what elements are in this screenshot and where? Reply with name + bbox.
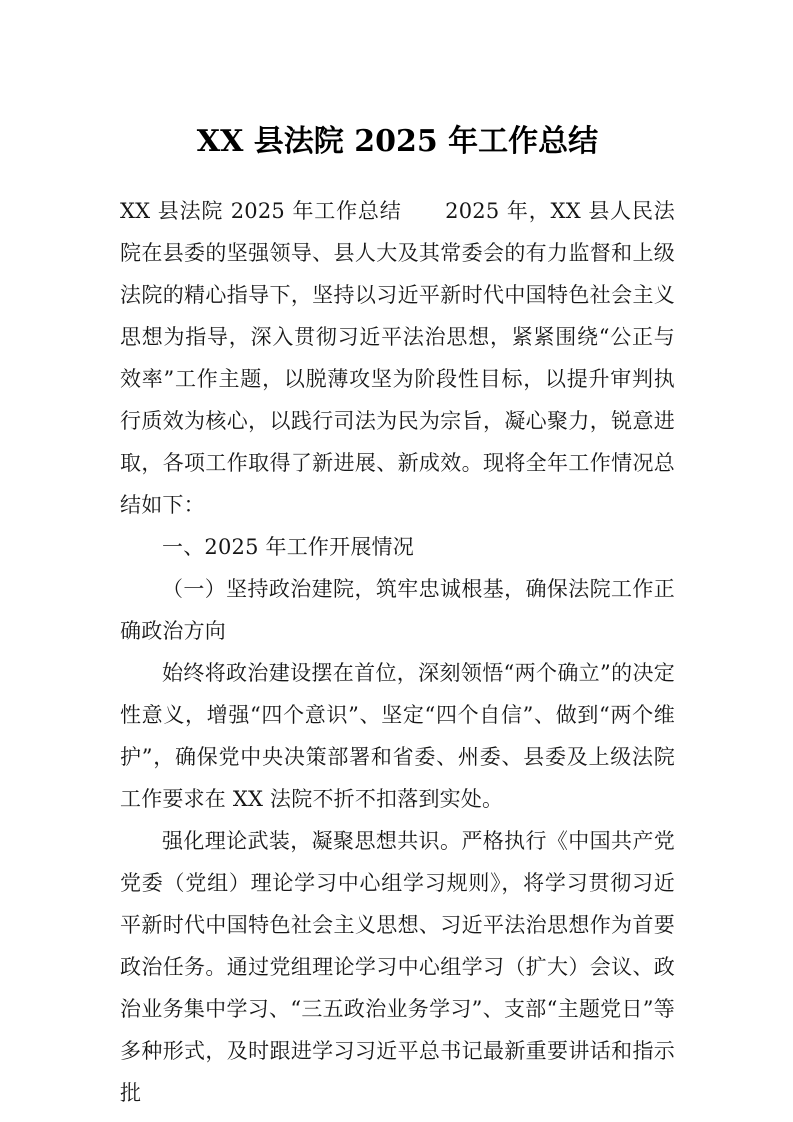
paragraph-intro: XX 县法院 2025 年工作总结 2025 年，XX 县人民法院在县委的坚强领导、县人大及其常委会的有力监督和上级法院的精心指导下，坚持以习近平新时代中国特色社会主义思想为指导，深入贯彻习近平法治思想，紧紧围绕“公正与效率”工作主题，以脱薄攻坚为阶段性目标，以提升审判执行质效为核心，以践行司法为民为宗旨，凝心聚力，锐意进取，各项工作取得了新进展、新成效。现将全年工作情况总结如下：	[120, 199, 675, 517]
paragraph-section-heading: 一、2025 年工作开展情况	[162, 535, 414, 559]
paragraph-body-2: 强化理论武装，凝聚思想共识。严格执行《中国共产党党委（党组）理论学习中心组学习规则》，将学习贯彻习近平新时代中国特色社会主义思想、习近平法治思想作为首要政治任务。通过党组理论学习中心组学习（扩大）会议、政治业务集中学习、“三五政治业务学习”、支部“主题党日”等多种形式，及时跟进学习习近平总书记最新重要讲话和指示批	[120, 829, 675, 1105]
document-title: XX 县法院 2025 年工作总结	[196, 124, 599, 159]
paragraph-body-1: 始终将政治建设摆在首位，深刻领悟“两个确立”的决定性意义，增强“四个意识”、坚定“四个自信”、做到“两个维护”，确保党中央决策部署和省委、州委、县委及上级法院工作要求在 XX 法院不折不扣落到实处。	[120, 661, 675, 811]
document-content	[120, 120, 675, 1114]
paragraph-subsection-heading: （一）坚持政治建院，筑牢忠诚根基，确保法院工作正确政治方向	[120, 577, 675, 643]
